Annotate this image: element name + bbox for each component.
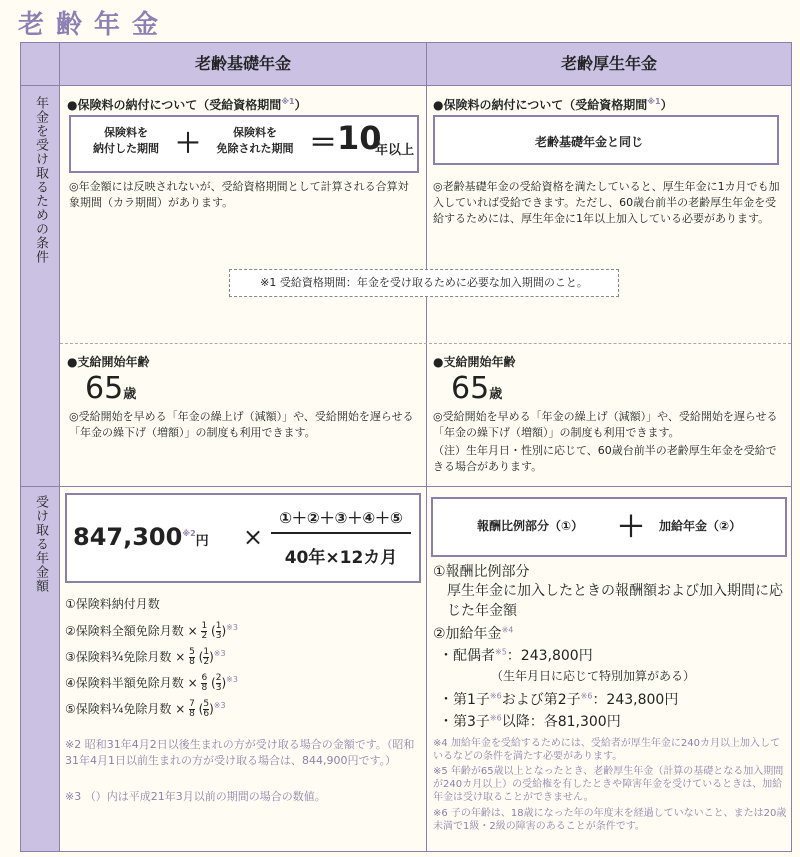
list-item: ②保険料全額免除月数 × $\frac{1}{2}$ ( $\frac{1}{3}$ )$^{※3}$ (65, 621, 238, 641)
pension-table (20, 42, 792, 852)
corner-cell (21, 43, 60, 85)
col-header-basic: 老齢基礎年金 (60, 43, 426, 86)
plus-sign: ＋ (175, 129, 202, 159)
p2-title: ②加給年金$^{※4}$ (433, 625, 514, 642)
pension-start-note: ◎受給開始を早める「年金の繰上げ（減額）」や、受給開始を遅らせる「年金の繰下げ（増額）」の制度も利用できます。 (433, 410, 778, 439)
pension-start-heading: ●支給開始年齢 (433, 355, 516, 369)
note-5: ※5 年齢が65歳以上となったとき、老齢厚生年金（計算の基礎となる加入期間が240カ月以上）の受給権を有したときや障害年金を受けているときは、加給年金は受け取ることができません。 (433, 766, 784, 803)
times-sign: × (243, 523, 264, 551)
column-divider (426, 43, 427, 851)
side-label-amount: 受け取る年金額 (33, 495, 48, 593)
footnote-1: ※1 受給資格期間：年金を受け取るために必要な加入期間のこと。 (229, 269, 619, 297)
basic-start-heading: ●支給開始年齢 (67, 355, 150, 369)
formula-denominator: 40年×12カ月 (284, 548, 398, 568)
basic-note-kara: ◎年金額には反映されないが、受給資格期間として計算される合算対象期間（カラ期間）があります。 (69, 180, 409, 209)
years-unit: 年以上 (375, 143, 415, 158)
pension-age: 65歳 (451, 371, 503, 406)
list-item: ⑤保険料¼免除月数 × $\frac{7}{8}$ ( $\frac{5}{6}$ )$^{※3}$ (65, 699, 226, 719)
list-item: ①保険料納付月数 (65, 597, 160, 611)
note-2: ※2 昭和31年4月2日以後生まれの方が受け取る場合の金額です。（昭和31年4月1日以前生まれの方が受け取る場合は、844,900円です。） (65, 738, 415, 767)
section-divider (60, 343, 791, 344)
ten-years: 10 (337, 119, 382, 157)
col-header-pension: 老齢厚生年金 (427, 43, 791, 86)
pension-pay-heading: ●保険料の納付について（受給資格期間$^{※1}$） (433, 97, 673, 112)
same-as-basic-box: 老齢基礎年金と同じ (433, 115, 779, 165)
base-amount: 847,300$^{※2}$円 (73, 523, 209, 551)
child3-line: ・第3子$^{※6}$以降：各81,300円 (439, 713, 621, 730)
basic-amount-formula (65, 493, 421, 583)
note-6: ※6 子の年齢は、18歳になった年の年度末を経過していないこと、または20歳未満で1級・2級の障害のあることが条件です。 (433, 808, 787, 832)
part2-label: 加給年金（②） (659, 519, 742, 533)
exempt-period: 保険料を 免除された期間 (216, 126, 294, 155)
child12-line: ・第1子$^{※6}$および第2子$^{※6}$：243,800円 (439, 691, 679, 708)
p1-title: ①報酬比例部分 (433, 564, 530, 580)
basic-start-note: ◎受給開始を早める「年金の繰上げ（減額）」や、受給開始を遅らせる「年金の繰下げ（増額）」の制度も利用できます。 (69, 410, 414, 439)
months-list (65, 595, 415, 723)
side-cell-amount (21, 487, 60, 851)
note-4: ※4 加給年金を受給するためには、受給者が厚生年金に240カ月以上加入しているなどの条件を満たす必要があります。 (433, 738, 781, 762)
side-cell-conditions (21, 86, 60, 487)
equals-sign: ＝ (309, 126, 338, 159)
part1-label: 報酬比例部分（①） (477, 519, 584, 533)
list-item: ③保険料¾免除月数 × $\frac{5}{8}$ ( $\frac{1}{2}$ )$^{※3}$ (65, 647, 226, 667)
pension-note-eligibility: ◎老齢基礎年金の受給資格を満たしていると、厚生年金に1カ月でも加入していれば受給できます。ただし、60歳台前半の老齢厚生年金を受給するためには、厚生年金に1年以上加入している必要があります。 (433, 180, 780, 225)
page-title: 老齢年金 (18, 10, 171, 40)
row-divider (59, 486, 791, 487)
basic-pay-heading: ●保険料の納付について（受給資格期間$^{※1}$） (67, 97, 307, 112)
spouse-note: （生年月日に応じて特別加算がある） (491, 669, 696, 683)
spouse-line: ・配偶者$^{※5}$：243,800円 (439, 647, 593, 664)
p1-text: 厚生年金に加入したときの報酬額および加入期間に応じた年金額 (447, 583, 783, 619)
plus-sign-2: ＋ (617, 510, 646, 543)
pension-start-note-2: （注）生年月日・性別に応じて、60歳台前半の老齢厚生年金を受給できる場合があります。 (433, 444, 777, 473)
formula-numerator: ①＋②＋③＋④＋⑤ (271, 507, 411, 534)
paid-period: 保険料を 納付した期間 (93, 126, 159, 155)
basic-formula-box (69, 115, 419, 173)
list-item: ④保険料半額免除月数 × $\frac{6}{8}$ ( $\frac{2}{3}$ )$^{※3}$ (65, 673, 238, 693)
basic-age: 65歳 (85, 371, 137, 406)
note-3: ※3 （）内は平成21年3月以前の期間の場合の数値。 (65, 790, 326, 803)
side-label-conditions: 年金を受け取るための条件 (33, 96, 48, 264)
pension-amount-formula (431, 497, 787, 557)
